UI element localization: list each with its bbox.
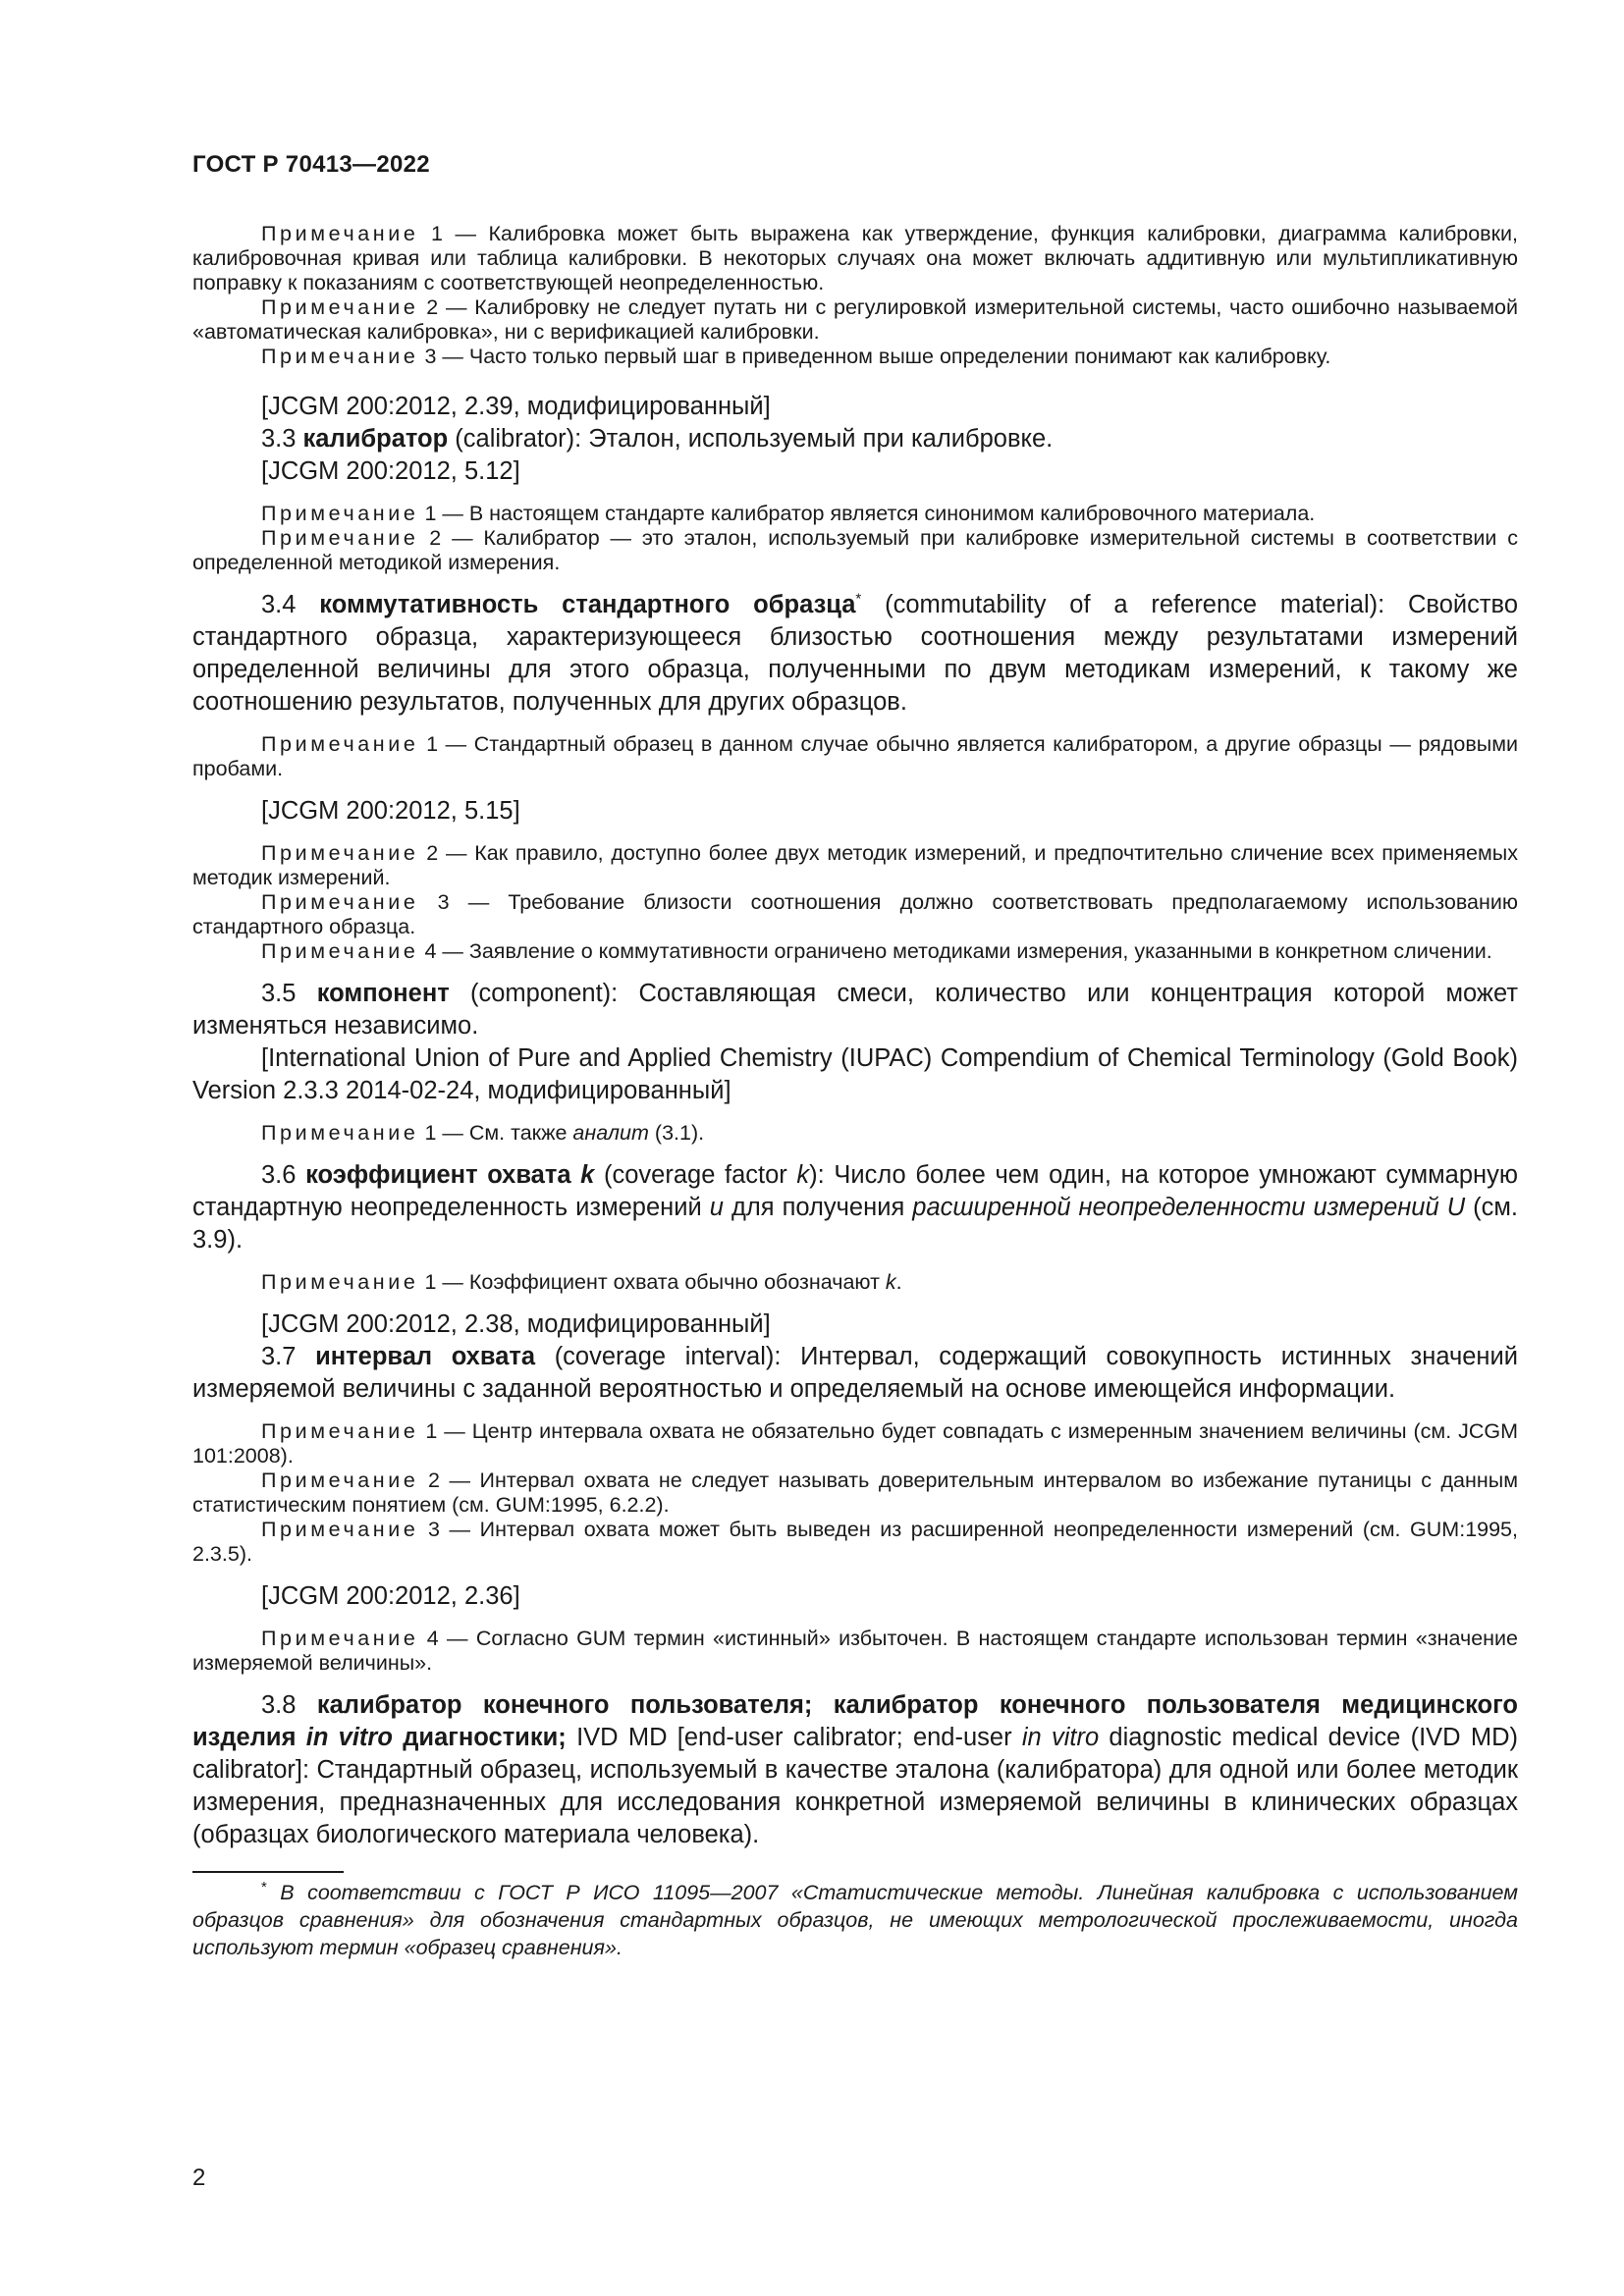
- term-entry-3-6: 3.6 коэффициент охвата k (coverage factor k): Число более чем один, на которое умножают суммарную стандартную неопределенность измерений u для получения расширенной неопределенности измерений U (см. 3.9).: [192, 1161, 1518, 1254]
- footnote-separator: [192, 1871, 344, 1873]
- term: коэффициент охвата: [305, 1161, 571, 1189]
- term: калибратор конечного пользователя; калибратор конечного пользователя медицинского изделия: [192, 1691, 1518, 1751]
- footnote-marker: *: [261, 1878, 267, 1896]
- note: Примечание 1 — Калибровка может быть выражена как утверждение, функция калибровки, диаграмма калибровки, калибровочная кривая или таблица калибровки. В некоторых случаях она может включать аддитивную или мультипликативную поправку к показаниям с соответствующей неопределенностью.: [192, 222, 1518, 294]
- note: Примечание 1 — См. также аналит (3.1).: [261, 1121, 705, 1145]
- footnote-marker: *: [855, 590, 862, 608]
- note: Примечание 4 — Заявление о коммутативности ограничено методиками измерения, указанными в конкретном сличении.: [261, 939, 1492, 963]
- note: Примечание 1 — Коэффициент охвата обычно обозначают k.: [261, 1270, 902, 1294]
- footnote: * В соответствии с ГОСТ Р ИСО 11095—2007 «Статистические методы. Линейная калибровка с использованием образцов сравнения» для обозначения стандартных образцов, не имеющих метрологической прослеживаемости, иногда используют термин «образец сравнения».: [192, 1878, 1518, 1959]
- note-label: Примечание: [261, 1419, 419, 1443]
- term-entry-3-3: 3.3 калибратор (calibrator): Эталон, используемый при калибровке.: [261, 425, 1054, 453]
- note: Примечание 3 — Интервал охвата может быть выведен из расширенной неопределенности измерений (см. GUM:1995, 2.3.5).: [192, 1518, 1518, 1566]
- document-body: [192, 222, 1518, 1961]
- source-reference: [JCGM 200:2012, 2.36]: [261, 1582, 520, 1610]
- term: интервал охвата: [315, 1343, 536, 1370]
- note-label: Примечание: [261, 502, 419, 525]
- note-label: Примечание: [261, 841, 419, 865]
- note: Примечание 2 — Калибратор — это эталон, используемый при калибровке измерительной системы в соответствии с определенной методикой измерения.: [192, 526, 1518, 574]
- note: Примечание 3 — Часто только первый шаг в приведенном выше определении понимают как калибровку.: [261, 345, 1331, 368]
- term-entry-3-7: 3.7 интервал охвата (coverage interval): Интервал, содержащий совокупность истинных значений измеряемой величины с заданной вероятностью и определяемый на основе имеющейся информации.: [192, 1343, 1518, 1403]
- source-reference: [JCGM 200:2012, 5.12]: [261, 457, 520, 485]
- note: Примечание 1 — Стандартный образец в данном случае обычно является калибратором, а другие образцы — рядовыми пробами.: [192, 732, 1518, 780]
- page-number: 2: [192, 2164, 206, 2191]
- note-label: Примечание: [261, 222, 419, 245]
- note-label: Примечание: [261, 1468, 419, 1492]
- note-label: Примечание: [261, 1270, 419, 1294]
- term-entry-3-4: 3.4 коммутативность стандартного образца* (commutability of a reference material): Свойство стандартного образца, характеризующееся близостью соотношения между результатами измерений определенной величины для этого образца, полученными по двум методикам измерений, к такому же соотношению результатов, полученных для других образцов.: [192, 590, 1518, 716]
- note-label: Примечание: [261, 1518, 419, 1541]
- note: Примечание 2 — Интервал охвата не следует называть доверительным интервалом во избежание путаницы с данным статистическим понятием (см. GUM:1995, 6.2.2).: [192, 1468, 1518, 1517]
- note-label: Примечание: [261, 939, 419, 963]
- note-label: Примечание: [261, 345, 419, 368]
- term-entry-3-5: 3.5 компонент (component): Составляющая смеси, количество или концентрация которой может изменяться независимо.: [192, 980, 1518, 1040]
- note: Примечание 2 — Калибровку не следует путать ни с регулировкой измерительной системы, часто ошибочно называемой «автоматическая калибровка», ни с верификацией калибровки.: [192, 295, 1518, 344]
- note-label: Примечание: [261, 526, 419, 550]
- source-reference: [JCGM 200:2012, 2.39, модифицированный]: [261, 393, 771, 420]
- note-label: Примечание: [261, 295, 419, 319]
- note: Примечание 1 — В настоящем стандарте калибратор является синонимом калибровочного материала.: [261, 502, 1316, 525]
- term: калибратор: [302, 425, 449, 453]
- note-label: Примечание: [261, 1121, 419, 1145]
- note: Примечание 1 — Центр интервала охвата не обязательно будет совпадать с измеренным значением величины (см. JCGM 101:2008).: [192, 1419, 1519, 1468]
- source-reference: [JCGM 200:2012, 2.38, модифицированный]: [261, 1310, 771, 1338]
- note: Примечание 3 — Требование близости соотношения должно соответствовать предполагаемому использованию стандартного образца.: [192, 890, 1518, 938]
- note-label: Примечание: [261, 732, 419, 756]
- source-reference: [JCGM 200:2012, 5.15]: [261, 797, 520, 825]
- term: компонент: [316, 980, 450, 1007]
- term: коммутативность стандартного образца: [319, 591, 856, 618]
- note-label: Примечание: [261, 890, 419, 914]
- document-header: ГОСТ Р 70413—2022: [192, 151, 430, 178]
- note-label: Примечание: [261, 1627, 419, 1650]
- note: Примечание 4 — Согласно GUM термин «истинный» избыточен. В настоящем стандарте использован термин «значение измеряемой величины».: [192, 1627, 1518, 1675]
- term-entry-3-8: 3.8 калибратор конечного пользователя; калибратор конечного пользователя медицинского изделия in vitro диагностики; IVD MD [end-user calibrator; end-user in vitro diagnostic medical device (IVD MD) calibrator]: Стандартный образец, используемый в качестве эталона (калибратора) для одной или более методик измерения, предназначенных для исследования конкретной измеряемой величины в клинических образцах (образцах биологического материала человека).: [192, 1691, 1518, 1848]
- note: Примечание 2 — Как правило, доступно более двух методик измерений, и предпочтительно сличение всех применяемых методик измерений.: [192, 841, 1518, 889]
- source-reference: [International Union of Pure and Applied Chemistry (IUPAC) Compendium of Chemical Terminology (Gold Book) Version 2.3.3 2014-02-24, модифицированный]: [192, 1044, 1518, 1104]
